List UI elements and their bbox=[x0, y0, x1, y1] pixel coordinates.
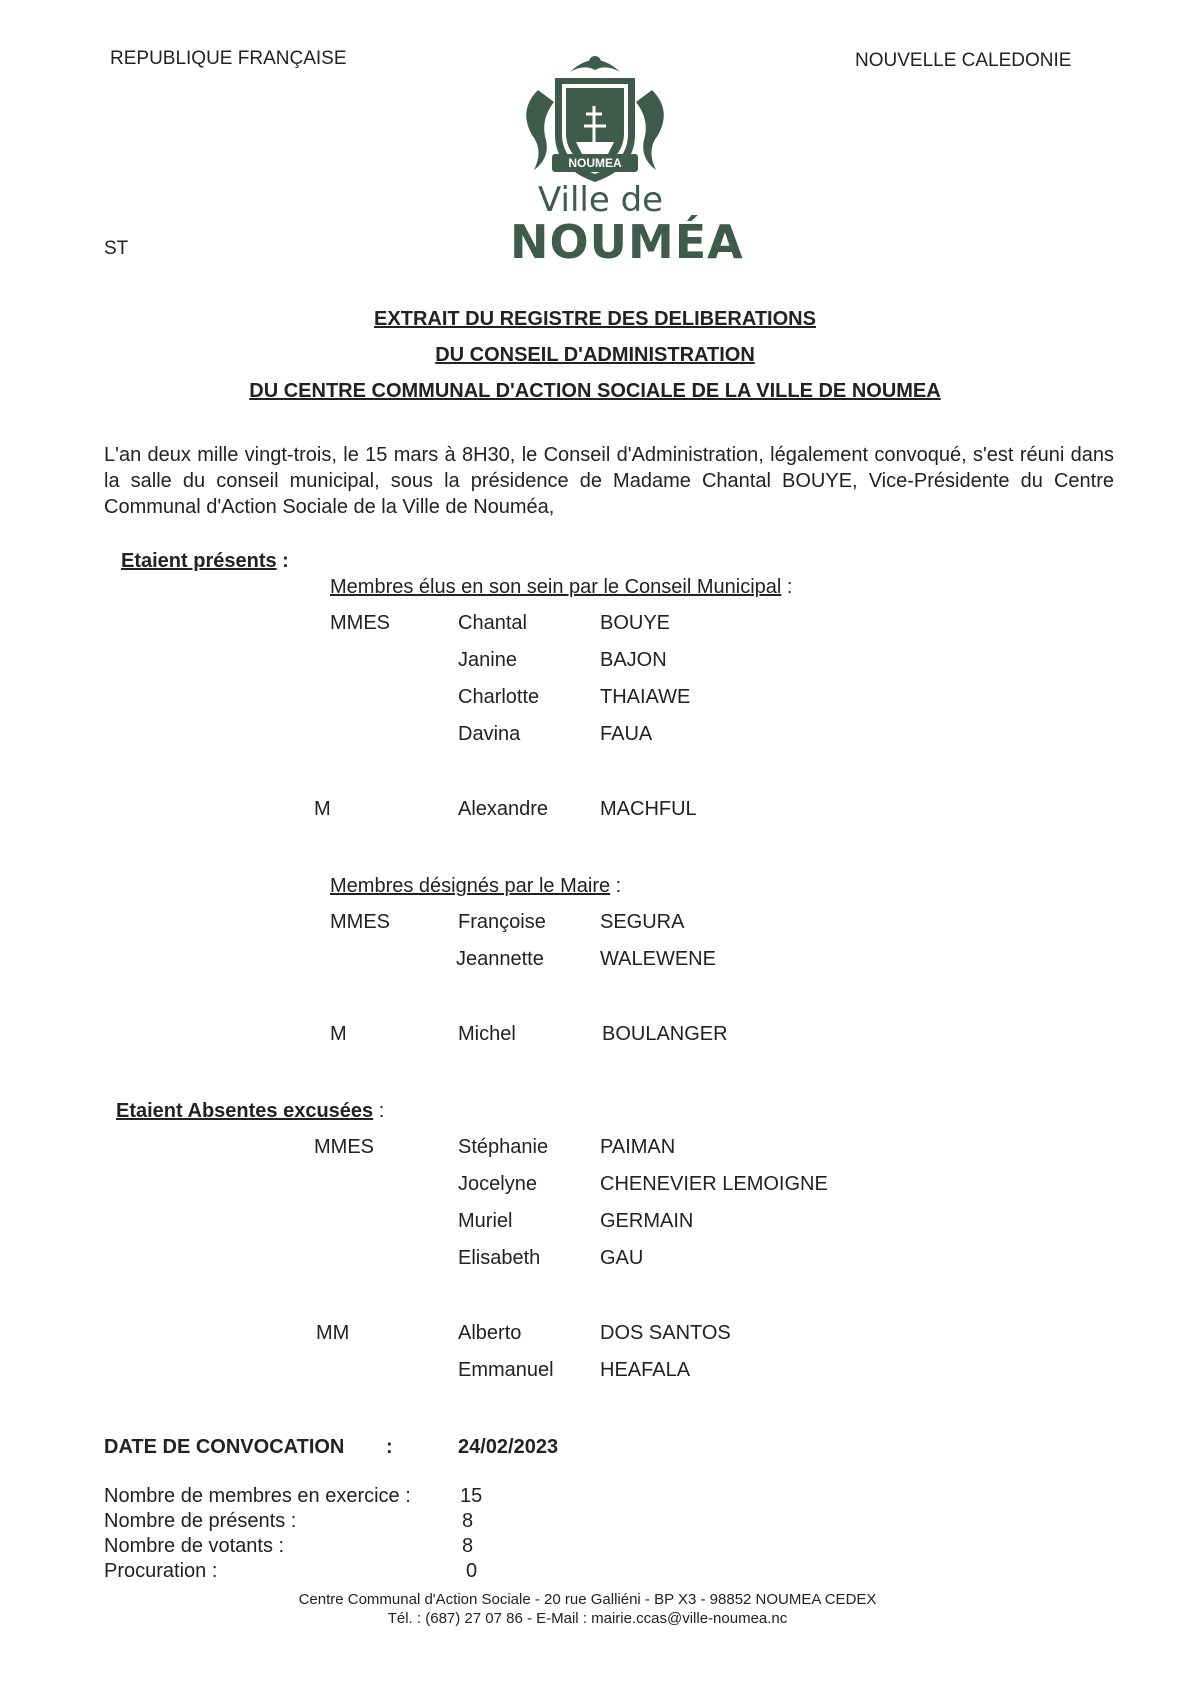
table-row bbox=[0, 798, 1190, 828]
first-name: Jocelyne bbox=[458, 1173, 537, 1195]
first-name: Muriel bbox=[458, 1210, 513, 1232]
title-line-3: DU CENTRE COMMUNAL D'ACTION SOCIALE DE LA VILLE DE NOUMEA bbox=[249, 380, 941, 402]
table-row bbox=[0, 686, 1190, 716]
footer-line-2: Tél. : (687) 27 07 86 - E-Mail : mairie.ccas@ville-noumea.nc bbox=[387, 1610, 788, 1627]
header-right: NOUVELLE CALEDONIE bbox=[855, 50, 1072, 71]
group2-label-suffix: : bbox=[610, 875, 622, 897]
last-name: WALEWENE bbox=[600, 948, 716, 970]
group2-label-text: Membres désignés par le Maire bbox=[330, 875, 611, 897]
last-name: DOS SANTOS bbox=[600, 1322, 731, 1344]
last-name: BOUYE bbox=[600, 612, 671, 634]
convocation-label: DATE DE CONVOCATION bbox=[104, 1436, 345, 1458]
city-logo bbox=[510, 50, 744, 270]
stat-value: 8 bbox=[462, 1510, 474, 1532]
last-name: BOULANGER bbox=[602, 1023, 728, 1045]
title-line-2: DU CONSEIL D'ADMINISTRATION bbox=[435, 344, 755, 366]
logo-banner: NOUMEA bbox=[552, 154, 638, 172]
stat-value: 0 bbox=[466, 1560, 478, 1582]
table-row bbox=[0, 723, 1190, 753]
stat-label: Nombre de présents : bbox=[104, 1510, 297, 1532]
stat-label: Nombre de votants : bbox=[104, 1535, 285, 1557]
last-name: CHENEVIER LEMOIGNE bbox=[600, 1173, 828, 1195]
stat-value: 15 bbox=[460, 1485, 483, 1507]
group1-label-suffix: : bbox=[781, 576, 793, 598]
first-name: Davina bbox=[458, 723, 521, 745]
table-row bbox=[0, 1322, 1190, 1352]
table-row bbox=[0, 1136, 1190, 1166]
first-name: Alexandre bbox=[458, 798, 549, 820]
group1-label-text: Membres élus en son sein par le Conseil Municipal bbox=[330, 576, 782, 598]
last-name: PAIMAN bbox=[600, 1136, 676, 1158]
first-name: Elisabeth bbox=[458, 1247, 541, 1269]
table-row bbox=[0, 612, 1190, 642]
civility: MM bbox=[316, 1322, 350, 1344]
first-name: Alberto bbox=[458, 1322, 522, 1344]
stat-label: Nombre de membres en exercice : bbox=[104, 1485, 411, 1507]
first-name: Françoise bbox=[458, 911, 546, 933]
table-row bbox=[0, 1247, 1190, 1277]
absents-heading bbox=[116, 1100, 384, 1123]
civility: M bbox=[330, 1023, 347, 1045]
table-row bbox=[0, 1023, 1190, 1053]
first-name: Jeannette bbox=[456, 948, 544, 970]
last-name: THAIAWE bbox=[600, 686, 691, 708]
logo-line2: NOUMÉA bbox=[510, 215, 744, 269]
last-name: FAUA bbox=[600, 723, 653, 745]
last-name: BAJON bbox=[600, 649, 667, 671]
last-name: GAU bbox=[600, 1247, 644, 1269]
civility: MMES bbox=[330, 612, 390, 634]
table-row bbox=[0, 911, 1190, 941]
group1-label bbox=[330, 576, 792, 599]
group2-label bbox=[330, 875, 621, 898]
stat-value: 8 bbox=[462, 1535, 474, 1557]
header-initials: ST bbox=[104, 238, 129, 259]
last-name: GERMAIN bbox=[600, 1210, 694, 1232]
header-left: REPUBLIQUE FRANÇAISE bbox=[110, 48, 347, 69]
first-name: Janine bbox=[458, 649, 517, 671]
logo-line1: Ville de bbox=[538, 180, 664, 220]
absents-heading-suffix: : bbox=[373, 1100, 385, 1122]
convocation-date: 24/02/2023 bbox=[458, 1436, 559, 1458]
table-row bbox=[0, 1173, 1190, 1203]
table-row bbox=[0, 1210, 1190, 1240]
first-name: Chantal bbox=[458, 612, 527, 634]
civility: MMES bbox=[314, 1136, 374, 1158]
table-row bbox=[0, 1359, 1190, 1389]
civility: M bbox=[314, 798, 331, 820]
convocation-colon: : bbox=[386, 1436, 393, 1458]
absents-heading-text: Etaient Absentes excusées bbox=[116, 1100, 374, 1122]
intro-paragraph: L'an deux mille vingt-trois, le 15 mars à 8H30, le Conseil d'Administration, légalement convoqué, s'est réuni dans la salle du conseil municipal, sous la présidence de Madame Chantal BOUYE, Vice-Présidente du Centre Communal d'Action Sociale de la Ville de Nouméa, bbox=[104, 444, 1114, 518]
presents-heading-suffix: : bbox=[276, 550, 289, 572]
table-row bbox=[0, 948, 1190, 978]
first-name: Michel bbox=[458, 1023, 516, 1045]
first-name: Stéphanie bbox=[458, 1136, 549, 1158]
presents-heading-text: Etaient présents bbox=[121, 550, 277, 572]
footer-line-1: Centre Communal d'Action Sociale - 20 rue Galliéni - BP X3 - 98852 NOUMEA CEDEX bbox=[298, 1591, 877, 1608]
first-name: Emmanuel bbox=[458, 1359, 554, 1381]
last-name: SEGURA bbox=[600, 911, 685, 933]
table-row bbox=[0, 649, 1190, 679]
last-name: HEAFALA bbox=[600, 1359, 691, 1381]
title-line-1: EXTRAIT DU REGISTRE DES DELIBERATIONS bbox=[374, 308, 816, 330]
civility: MMES bbox=[330, 911, 390, 933]
presents-heading bbox=[121, 550, 289, 573]
first-name: Charlotte bbox=[458, 686, 540, 708]
stat-label: Procuration : bbox=[104, 1560, 218, 1582]
last-name: MACHFUL bbox=[600, 798, 697, 820]
